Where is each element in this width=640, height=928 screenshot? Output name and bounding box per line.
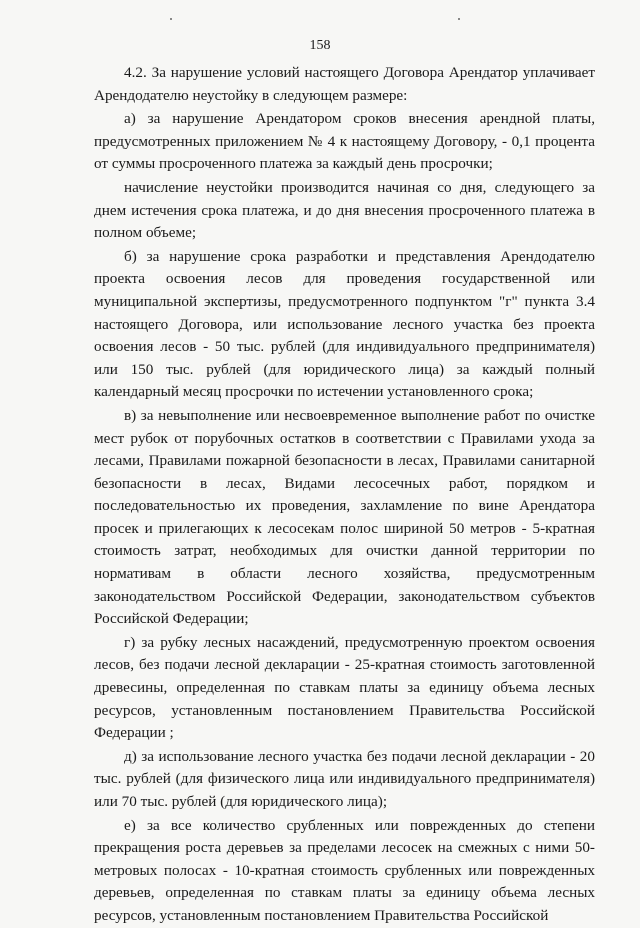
page-number: 158 bbox=[309, 38, 331, 53]
paragraph-b: б) за нарушение срока разработки и представления Арендодателю проекта освоения лесов для проведения государственной или муниципальной экспертизы, предусмотренного подпунктом "г" пункта 3.4 настоящего Договора, или использование лесного участка без проекта освоения лесов - 50 тыс. рублей (для индивидуального предпринимателя) или 150 тыс. рублей (для юридического лица) за каждый полный календарный месяц просрочки по истечении установленного срока; bbox=[94, 247, 595, 401]
paragraph-v: в) за невыполнение или несвоевременное выполнение работ по очистке мест рубок от порубочных остатков в соответствии с Правилами ухода за лесами, Правилами пожарной безопасности в лесах, Правилами санитарной безопасности в лесах, Видами лесосечных работ, порядком и последовательностью их проведения, захламление по вине Арендатора просек и прилегающих к лесосекам полос шириной 50 метров - 5-кратная стоимость затрат, необходимых для очистки данной территории по нормативам в области лесного хозяйства, предусмотренным законодательством Российской Федерации, законодательством субъектов Российской Федерации; bbox=[94, 406, 595, 628]
paragraph-a: а) за нарушение Арендатором сроков внесения арендной платы, предусмотренных приложением № 4 к настоящему Договору, - 0,1 процента от суммы просроченного платежа за каждый день просрочки; bbox=[94, 110, 595, 173]
scan-dot bbox=[170, 18, 172, 20]
paragraph-penalty-accrual: начисление неустойки производится начиная со дня, следующего за днем истечения срока платежа, и до дня внесения просроченного платежа в полном объеме; bbox=[94, 178, 595, 242]
paragraph-4-2: 4.2. За нарушение условий настоящего Договора Арендатор уплачивает Арендодателю неустойку в следующем размере: bbox=[94, 64, 595, 104]
paragraph-e: е) за все количество срубленных или поврежденных до степени прекращения роста деревьев за пределами лесосек на смежных с ними 50-метровых полосах - 10-кратная стоимость срубленных или поврежденных деревьев, определенная по ставкам платы за единицу объема лесных ресурсов, установленным постановлением Правительства Российской bbox=[94, 816, 595, 924]
document-body bbox=[94, 62, 595, 928]
scan-dot bbox=[458, 18, 460, 20]
paragraph-d: д) за использование лесного участка без подачи лесной декларации - 20 тыс. рублей (для физического лица или индивидуального предпринимателя) или 70 тыс. рублей (для юридического лица); bbox=[94, 747, 595, 810]
paragraph-g: г) за рубку лесных насаждений, предусмотренную проектом освоения лесов, без подачи лесной декларации - 25-кратная стоимость заготовленной древесины, определенная по ставкам платы за единицу объема лесных ресурсов, установленным постановлением Правительства Российской Федерации ; bbox=[94, 633, 595, 742]
